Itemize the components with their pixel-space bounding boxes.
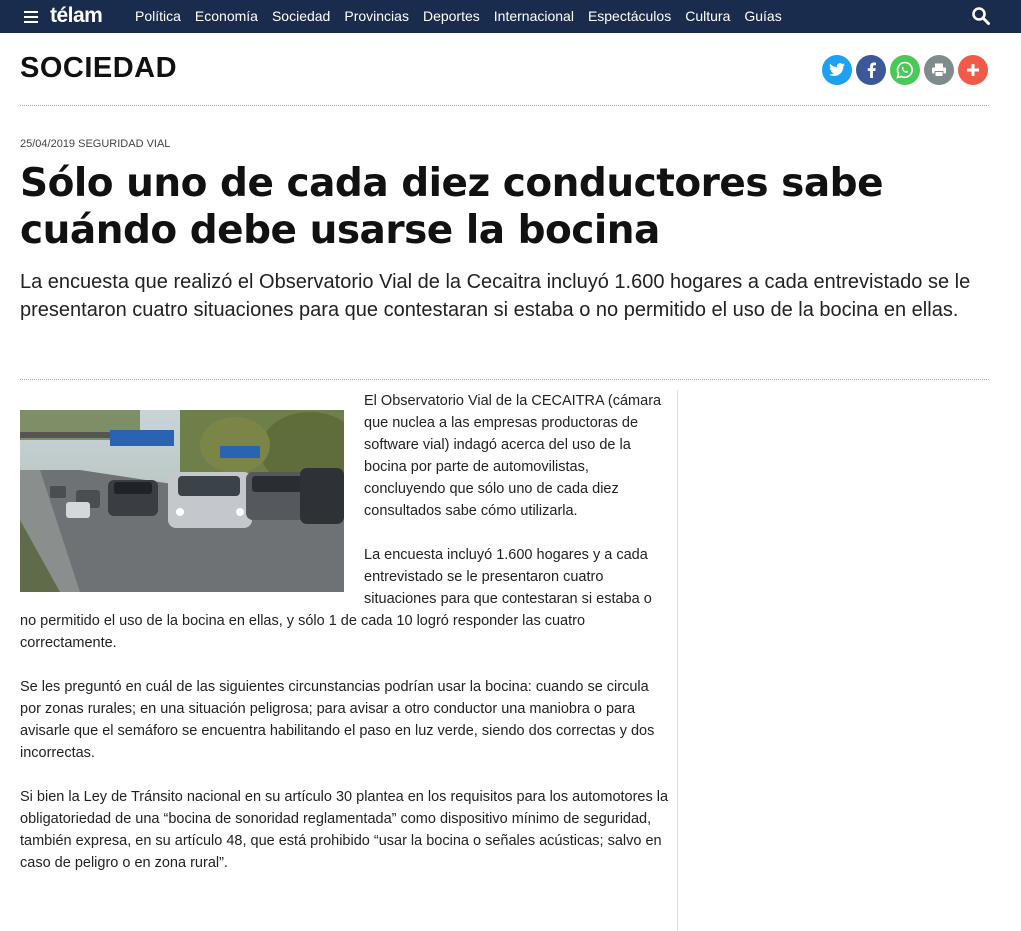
- nav-link-internacional[interactable]: Internacional: [493, 8, 574, 24]
- article-meta: [20, 138, 170, 150]
- nav-links: [135, 8, 796, 24]
- print-button[interactable]: [924, 55, 954, 85]
- article-body: [20, 390, 670, 896]
- article-lead: La encuesta que realizó el Observatorio Vial de la Cecaitra incluyó 1.600 hogares a cada entrevistado se le presentaron cuatro situaciones para que contestaran si estaba o no permitido el uso de la bocina en ellas.: [20, 271, 971, 321]
- article-date: 25/04/2019: [20, 138, 76, 150]
- twitter-share-button[interactable]: [822, 55, 852, 85]
- whatsapp-share-button[interactable]: [890, 55, 920, 85]
- nav-link-deportes[interactable]: Deportes: [422, 8, 480, 24]
- nav-link-cultura[interactable]: Cultura: [685, 8, 731, 24]
- divider: [20, 379, 989, 380]
- nav-link-espectaculos[interactable]: Espectáculos: [587, 8, 672, 24]
- article-paragraph: El Observatorio Vial de la CECAITRA (cámara que nuclea a las empresas productoras de software vial) indagó acerca del uso de la bocina por parte de automovilistas, concluyendo que sólo uno de cada diez consultados sabe cómo utilizarla.: [364, 393, 662, 519]
- nav-link-sociedad[interactable]: Sociedad: [271, 8, 331, 24]
- whatsapp-icon: [896, 61, 914, 79]
- column-divider: [677, 390, 678, 931]
- article-paragraph: Se les preguntó en cuál de las siguientes circunstancias podrían usar la bocina: cuando se circula por zonas rurales; en una situación peligrosa; para avisar a otro conductor una maniobra o para avisarle que el semáforo se encuentra habilitando el paso en luz verde, siendo dos correctas y dos incorrectas.: [20, 679, 655, 761]
- article-paragraph: La encuesta incluyó 1.600 hogares y a cada entrevistado se le presentaron cuatro situaciones para que contestaran si estaba o no permitido el uso de la bocina en ellas, y sólo 1 de cada 10 logró responder las cuatro correctamente.: [20, 547, 652, 651]
- print-icon: [931, 63, 947, 77]
- nav-link-economia[interactable]: Economía: [194, 8, 258, 24]
- article-headline: Sólo uno de cada diez conductores sabe cuándo debe usarse la bocina: [20, 161, 884, 253]
- nav-link-politica[interactable]: Política: [135, 8, 181, 24]
- nav-link-provincias[interactable]: Provincias: [344, 8, 409, 24]
- section-title: SOCIEDAD: [20, 52, 178, 84]
- article-photo[interactable]: [20, 410, 344, 592]
- logo[interactable]: télam: [50, 4, 103, 27]
- divider: [20, 105, 989, 106]
- more-share-button[interactable]: [958, 55, 988, 85]
- menu-icon[interactable]: [24, 11, 38, 23]
- search-icon[interactable]: [971, 6, 991, 26]
- twitter-icon: [829, 63, 845, 77]
- top-nav: [0, 0, 1021, 33]
- facebook-icon: [867, 62, 876, 78]
- nav-link-guias[interactable]: Guías: [744, 8, 782, 24]
- article-paragraph: Si bien la Ley de Tránsito nacional en su artículo 30 plantea en los requisitos para los automotores la obligatoriedad de una “bocina de sonoridad reglamentada” como dispositivo mínimo de seguridad, también expresa, en su artículo 48, que está prohibido “usar la bocina o señales acústicas; salvo en caso de peligro o en zona rural”.: [20, 789, 669, 871]
- facebook-share-button[interactable]: [856, 55, 886, 85]
- article-tag[interactable]: SEGURIDAD VIAL: [78, 138, 171, 150]
- plus-icon: [966, 63, 980, 77]
- share-buttons: [818, 55, 988, 85]
